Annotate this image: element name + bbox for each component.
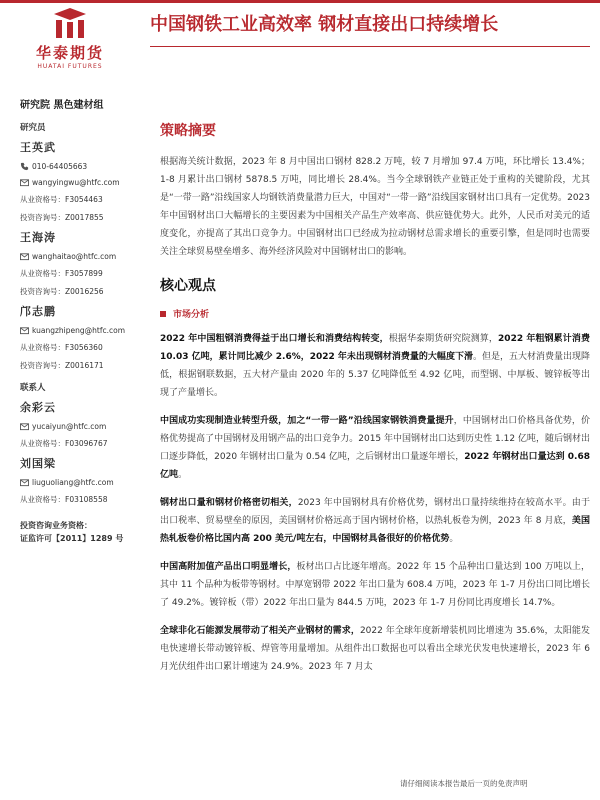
- license-value: 证监许可【2011】1289 号: [20, 534, 124, 543]
- email-icon: [20, 252, 29, 261]
- disclaimer-note: 请仔细阅读本报告最后一页的免责声明: [400, 779, 528, 788]
- department: 研究院 黑色建材组: [20, 100, 104, 111]
- top-accent-line: [0, 0, 600, 3]
- analysis-paragraph: 中国成功实现制造业转型升级，加之“一带一路”沿线国家钢铁消费量提升，中国钢材出口价格具备优势，价格优势提高了中国钢材及用钢产品的出口竞争力。2015 年中国钢材出口达到历史性 1.12 亿吨，随后钢材出口逐步降低，2020 年钢材出口量为 0.54 亿吨，之后钢材出口量逐年增长，2022 年钢材出口量达到 0.68 亿吨。: [160, 416, 591, 480]
- contact-name: 余彩云: [20, 401, 56, 414]
- email-icon: [20, 422, 29, 431]
- company-logo: [20, 6, 120, 76]
- core-views-heading: 核心观点: [160, 278, 216, 294]
- email-icon: [20, 326, 29, 335]
- contact-email[interactable]: liuguoliang@htfc.com: [20, 478, 138, 487]
- square-bullet-icon: [160, 311, 166, 317]
- author-consult-id: 投资咨询号：Z0017855: [20, 213, 104, 222]
- analysis-paragraph: 2022 年中国粗钢消费得益于出口增长和消费结构转变，根据华泰期货研究院测算，2022 年粗钢累计消费 10.03 亿吨，累计同比减少 2.6%，2022 年未出现钢材消费量的大幅度下滑。但是，五大材消费量出现降低，根据钢联数据，五大材产量由 2020 年的 5.37 亿吨降低至 4.92 亿吨，而型钢、中厚板、镀锌板等出现了产量增长。: [160, 334, 590, 398]
- analysis-paragraph: 中国高附加值产品出口明显增长，板材出口占比逐年增高。2022 年 15 个品种出口量达到 100 万吨以上，其中 11 个品种为板带等钢材。中厚宽钢带 2022 年出口量为 608.4 万吨，2023 年 1-7 月份出口同比增长了 49.2%。镀锌板（带）2022 年出口量为 844.5 万吨，2023 年 1-7 月份同比再度增长 14.7%。: [160, 562, 590, 608]
- email-icon: [20, 478, 29, 487]
- contact-label: 联系人: [20, 383, 46, 393]
- email-icon: [20, 178, 29, 187]
- phone-icon: [20, 162, 29, 171]
- author-qualification: 从业资格号：F3054463: [20, 195, 103, 204]
- analysis-paragraph: 全球非化石能源发展带动了相关产业钢材的需求，2022 年全球年度新增装机同比增速为 35.6%，太阳能发电快速增长带动镀锌板、焊管等用量增加。从组件出口数据也可以看出全球光伏发电快速增长，2023 年 6 月光伏组件出口累计增速为 24.9%。2023 年 7 月太: [160, 626, 590, 672]
- researcher-label: 研究员: [20, 123, 46, 133]
- contact-qualification: 从业资格号：F03108558: [20, 495, 108, 504]
- author-qualification: 从业资格号：F3057899: [20, 269, 103, 278]
- author-name: 邝志鹏: [20, 305, 56, 318]
- sidebar: [20, 96, 138, 545]
- author-name: 王海涛: [20, 231, 56, 244]
- main-content: [160, 120, 590, 676]
- license-info: [20, 519, 138, 545]
- page-title: 中国钢铁工业高效率 钢材直接出口持续增长: [150, 14, 499, 35]
- summary-heading: 策略摘要: [160, 123, 216, 139]
- analysis-paragraph: 钢材出口量和钢材价格密切相关，2023 年中国钢材具有价格优势，钢材出口量持续维持在较高水平。由于出口税率、贸易壁垒的原因，美国钢材价格远高于国内钢材价格，以热轧板卷为例，2023 年 8 月底，美国热轧板卷价格比国内高 200 美元/吨左右，中国钢材具备很好的价格优势。: [160, 498, 590, 544]
- author-consult-id: 投资咨询号：Z0016171: [20, 361, 104, 370]
- author-email[interactable]: wangyingwu@htfc.com: [20, 178, 138, 187]
- author-consult-id: 投资咨询号：Z0016256: [20, 287, 104, 296]
- market-analysis-heading: 市场分析: [160, 307, 590, 320]
- license-label: 投资咨询业务资格：: [20, 521, 92, 530]
- summary-paragraph: 根据海关统计数据，2023 年 8 月中国出口钢材 828.2 万吨，较 7 月增加 97.4 万吨，环比增长 13.4%；1-8 月累计出口钢材 5878.5 万吨，同比增长 28.4%。当今全球钢铁产业链正处于重构的关键阶段，尤其是“一带一路”沿线国家人均钢铁消费量潜力巨大，中国对“一带一路”沿线国家钢材出口具有一定优势。2023 年中国钢材出口大幅增长的主要因素为中国相关产品生产效率高、供应链优势大。此外，人民币对美元的适度变化，亦提高了其出口竞争力。中国钢材出口已经成为拉动钢材总需求增长的重要引擎，但是同时也需要关注全球贸易壁垒增多、海外经济风险对中国钢材出口的影响。: [160, 157, 590, 257]
- logo-english: HUATAI FUTURES: [37, 63, 103, 70]
- author-phone: 010-64405663: [20, 162, 138, 171]
- contact-name: 刘国梁: [20, 457, 56, 470]
- logo-emblem-icon: [50, 6, 90, 40]
- author-qualification: 从业资格号：F3056360: [20, 343, 103, 352]
- logo-text: 华泰期货: [35, 44, 104, 62]
- author-email[interactable]: kuangzhipeng@htfc.com: [20, 326, 138, 335]
- contact-qualification: 从业资格号：F03096767: [20, 439, 108, 448]
- author-email[interactable]: wanghaitao@htfc.com: [20, 252, 138, 261]
- title-divider: [150, 46, 590, 47]
- contact-email[interactable]: yucaiyun@htfc.com: [20, 422, 138, 431]
- author-name: 王英武: [20, 141, 56, 154]
